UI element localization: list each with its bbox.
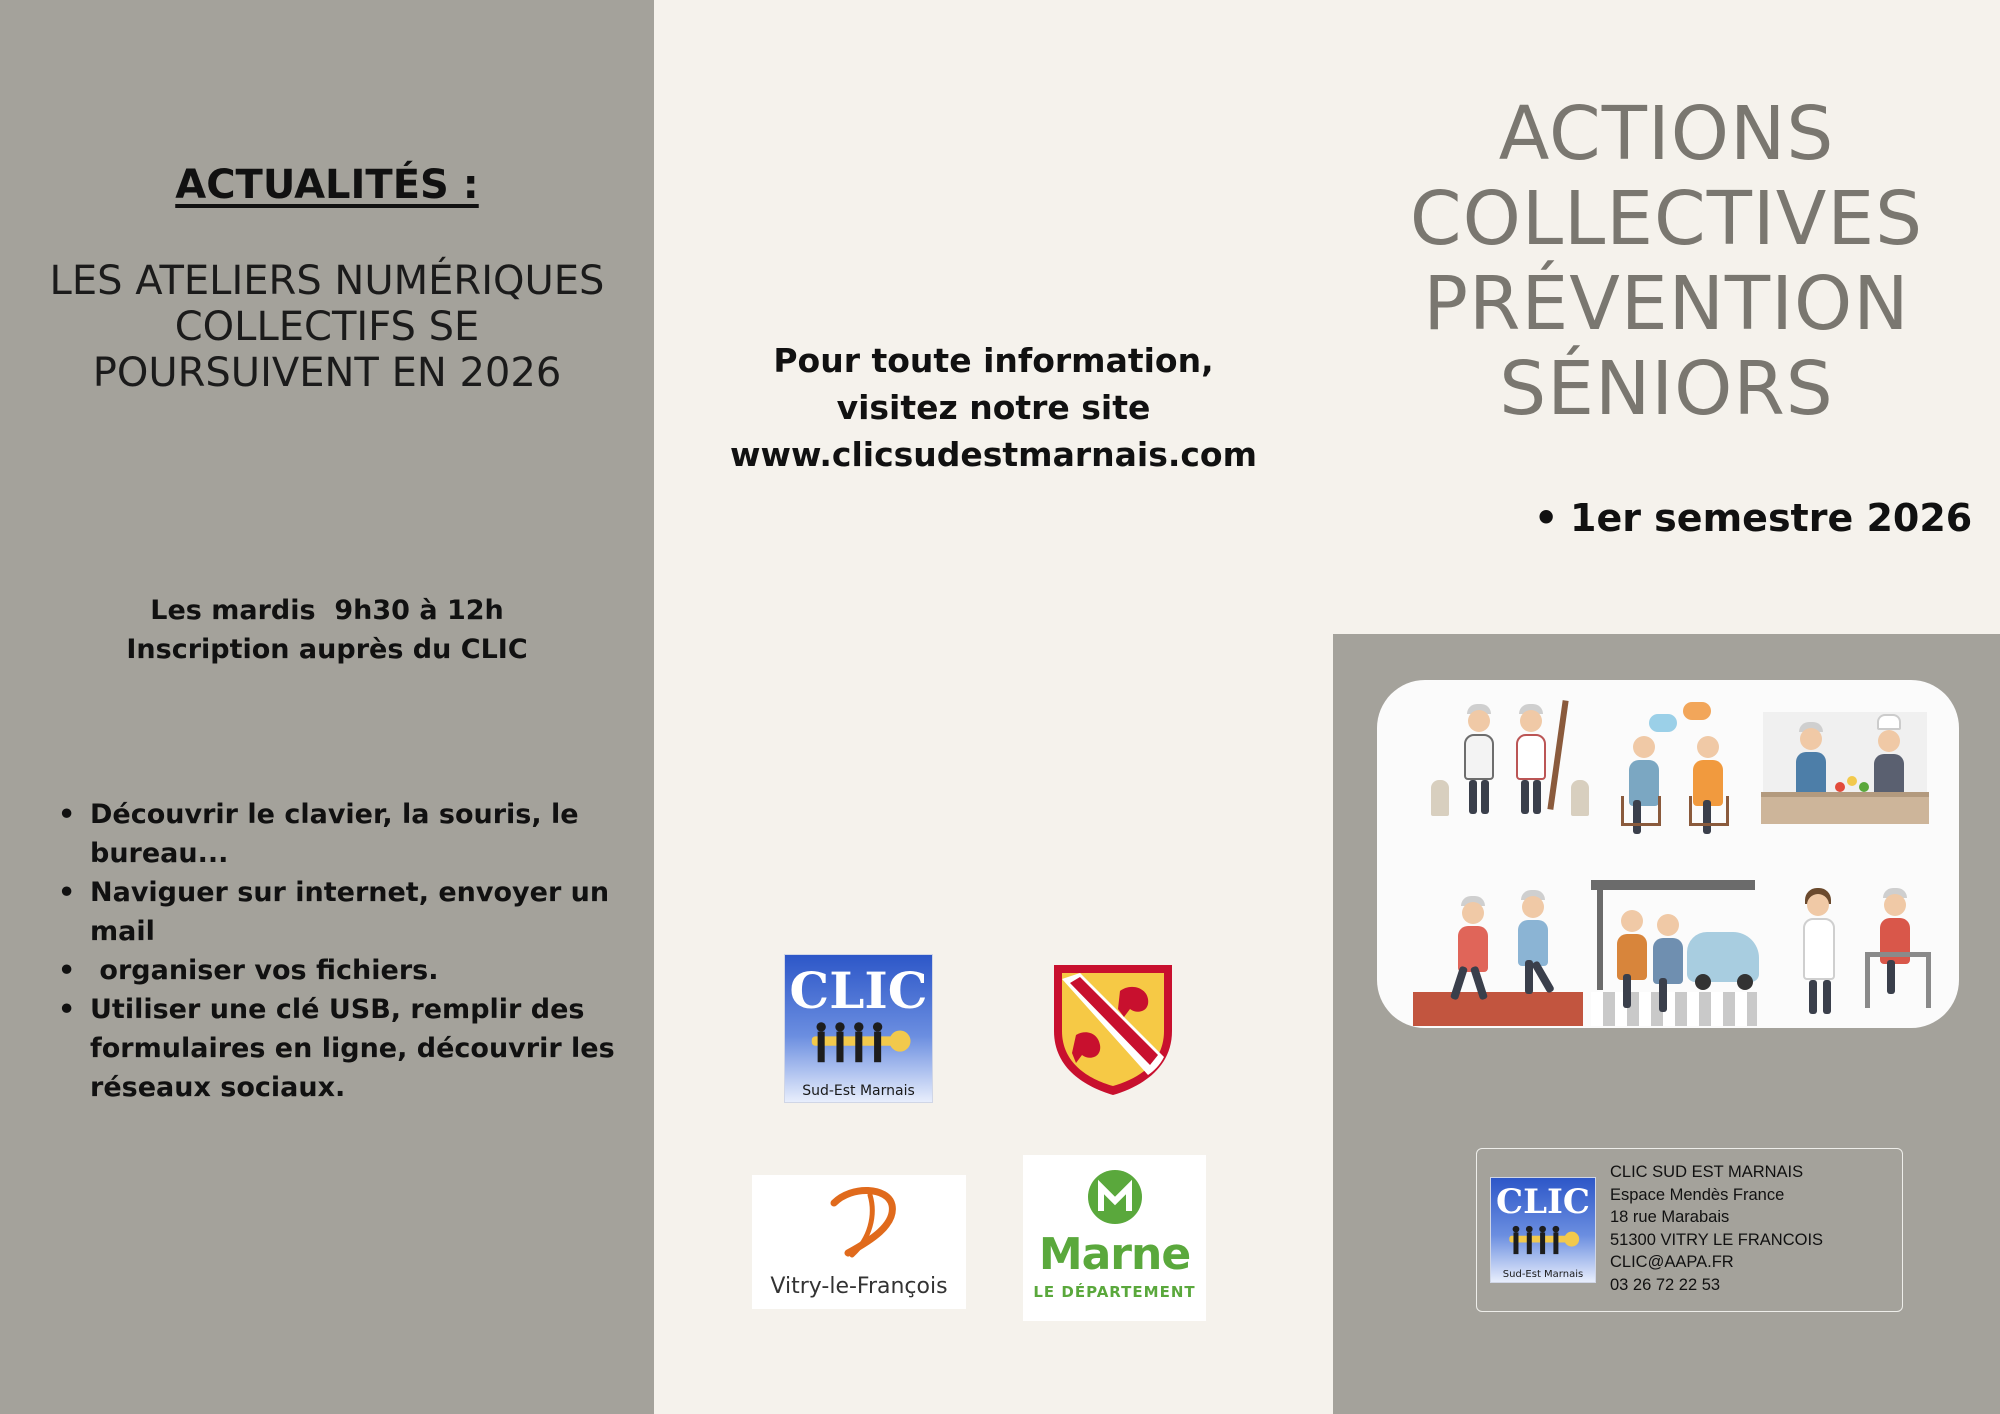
marne-logo [1023, 1155, 1206, 1321]
clic-logo-word: CLIC [1496, 1182, 1590, 1223]
contact-email[interactable]: CLIC@AAPA.FR [1610, 1253, 1734, 1272]
clic-people-icon [1501, 1220, 1584, 1262]
contact-place: Espace Mendès France [1610, 1185, 1785, 1204]
schedule-info [0, 591, 654, 669]
contact-details [1610, 1161, 1823, 1297]
news-heading: ACTUALITÉS : [175, 162, 479, 208]
street-crossing-scene-icon [1591, 880, 1761, 1020]
page-title-line: PRÉVENTION [1423, 261, 1910, 347]
website-link[interactable]: www.clicsudestmarnais.com [730, 435, 1257, 474]
coat-of-arms-icon [1050, 961, 1176, 1097]
list-item: • Utiliser une clé USB, remplir des formulaires en ligne, découvrir les réseaux sociaux. [58, 990, 618, 1107]
contact-phone: 03 26 72 22 53 [1610, 1275, 1721, 1294]
info-line: visitez notre site [836, 388, 1151, 427]
doctor-scene-icon [1775, 880, 1945, 1020]
page-title-line: ACTIONS [1498, 91, 1835, 177]
page-title-line: COLLECTIVES [1409, 176, 1924, 262]
marne-logo-word: Marne [1038, 1229, 1191, 1280]
clic-people-icon [800, 1014, 918, 1073]
info-text [654, 337, 1333, 478]
clic-logo-caption: Sud-Est Marnais [1502, 1268, 1584, 1280]
vitry-logo [752, 1175, 966, 1309]
clic-logo-caption: Sud-Est Marnais [802, 1083, 915, 1100]
painting-scene-icon [1423, 696, 1593, 836]
list-item: • organiser vos fichiers. [58, 951, 618, 990]
semester-label: • 1er semestre 2026 [1570, 493, 1972, 543]
page-title [1333, 92, 2000, 432]
vitry-logo-text: Vitry-le-François [770, 1274, 948, 1299]
cooking-scene-icon [1761, 696, 1931, 836]
marne-logo-subtitle: LE DÉPARTEMENT [1033, 1283, 1196, 1301]
workshops-title [30, 258, 624, 396]
page-title-line: SÉNIORS [1499, 346, 1834, 432]
clic-logo-word: CLIC [789, 960, 928, 1020]
contact-name: CLIC SUD EST MARNAIS [1610, 1163, 1804, 1181]
workshops-title-line: POURSUIVENT EN 2026 [92, 350, 562, 396]
conversation-scene-icon [1593, 696, 1763, 836]
exercise-scene-icon [1413, 880, 1583, 1020]
list-item: • Naviguer sur internet, envoyer un mail [58, 873, 618, 951]
schedule-line: Inscription auprès du CLIC [126, 634, 528, 665]
workshop-topics-list [58, 795, 618, 1107]
clic-logo-small [1490, 1177, 1596, 1283]
activities-illustration [1377, 680, 1959, 1028]
workshops-title-line: LES ATELIERS NUMÉRIQUES [49, 258, 605, 304]
contact-street: 18 rue Marabais [1610, 1208, 1730, 1227]
left-panel [0, 0, 654, 1414]
info-line: Pour toute information, [773, 341, 1214, 380]
workshops-title-line: COLLECTIFS SE [174, 304, 480, 350]
list-item: • Découvrir le clavier, la souris, le bureau... [58, 795, 618, 873]
contact-city: 51300 VITRY LE FRANCOIS [1610, 1230, 1824, 1249]
clic-logo [784, 954, 933, 1103]
schedule-line: Les mardis 9h30 à 12h [150, 595, 504, 626]
